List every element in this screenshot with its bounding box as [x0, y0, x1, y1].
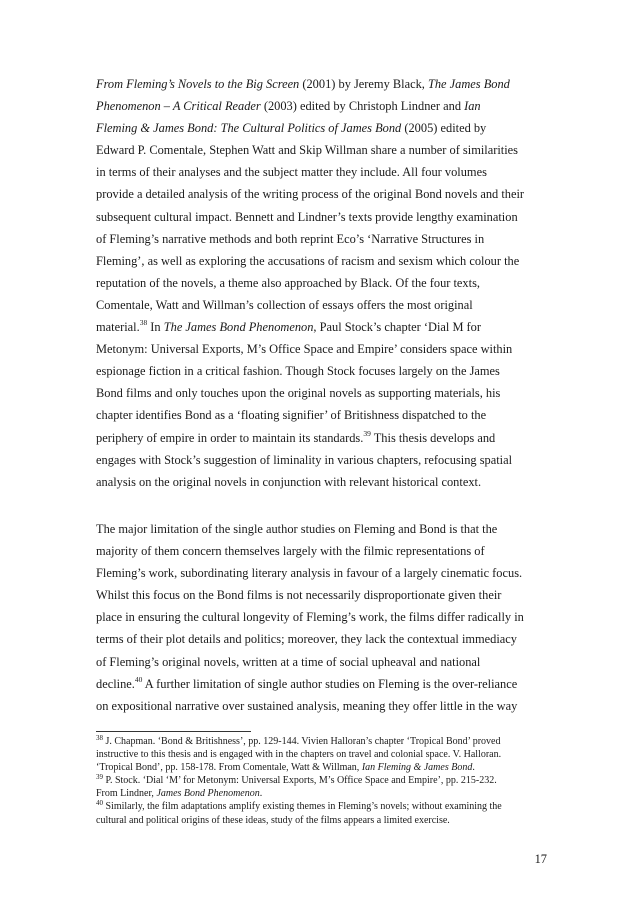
text-line: Fleming’, as well as exploring the accusations of racism and sexism which colour the — [96, 253, 520, 268]
text-line: Edward P. Comentale, Stephen Watt and Skip Willman share a number of similarities — [96, 143, 518, 158]
text-line: provide a detailed analysis of the writing process of the original Bond novels and their — [96, 187, 525, 202]
text-line: Phenomenon – A Critical Reader (2003) edited by Christoph Lindner and Ian — [96, 99, 481, 114]
footnote-number: 40 — [96, 799, 103, 808]
footnote-line: cultural and political origins of these ideas, study of the films appears a limited exercise. — [96, 814, 450, 826]
text-line: subsequent cultural impact. Bennett and Lindner’s texts provide lengthy examination — [96, 209, 518, 224]
footnote-ref-39: 39 — [363, 428, 371, 438]
text-line: reputation of the novels, a theme also approached by Black. Of the four texts, — [96, 275, 480, 290]
text-line: of Fleming’s original novels, written at a time of social upheaval and national — [96, 654, 481, 669]
text-line: of Fleming’s narrative methods and both reprint Eco’s ‘Narrative Structures in — [96, 231, 485, 246]
text-line: majority of them concern themselves largely with the filmic representations of — [96, 544, 485, 559]
text-line: material.$^{38}$ In The James Bond Phenomenon, Paul Stock’s chapter ‘Dial M for — [96, 318, 482, 335]
footnote-number: 38 — [96, 734, 103, 742]
footnote-line: instructive to this thesis and is engaged with in the chapters on travel and colonial space. V. Halloran. — [96, 749, 502, 761]
text-line: The major limitation of the single author studies on Fleming and Bond is that the — [96, 522, 498, 536]
text-line: From Fleming’s Novels to the Big Screen (2001) by Jeremy Black, The James Bond — [96, 77, 510, 91]
footnote-separator — [96, 731, 251, 732]
text-line: in terms of their analyses and the subject matter they include. All four volumes — [96, 165, 487, 180]
text-line: terms of their plot details and politics; moreover, they lack the contextual immediacy — [96, 632, 518, 647]
footnote-line: $^{38}$ J. Chapman. ‘Bond & Britishness’, pp. 129-144. Vivien Halloran’s chapter ‘Tropical Bond’ proved — [96, 734, 501, 747]
text-line: Bond films and only touches upon the original novels as supporting materials, his — [96, 386, 501, 401]
footnote-line: ‘Tropical Bond’, pp. 158-178. From Comentale, Watt & Willman, Ian Fleming & James Bond. — [96, 762, 475, 774]
footnotes — [96, 735, 548, 827]
footnote-line: $^{40}$ Similarly, the film adaptations amplify existing themes in Fleming’s novels; without examining the — [96, 799, 502, 813]
text-line: place in ensuring the cultural longevity of Fleming’s work, the films differ radically in — [96, 610, 524, 625]
text-line: decline.$^{40}$ A further limitation of single author studies on Fleming is the over-reliance — [96, 674, 518, 691]
footnote-line: From Lindner, James Bond Phenomenon. — [96, 788, 263, 800]
text-line: Comentale, Watt and Willman’s collection of essays offers the most original — [96, 297, 473, 312]
footnote-number: 39 — [96, 773, 103, 782]
footnote-ref-40: 40 — [134, 674, 143, 684]
text-line: espionage fiction in a critical fashion. Though Stock focuses largely on the James — [96, 364, 500, 379]
footnote-ref-38: 38 — [139, 318, 148, 328]
text-line: Whilst this focus on the Bond films is not necessarily disproportionate given their — [96, 588, 502, 603]
text-line: engages with Stock’s suggestion of liminality in various chapters, refocusing spatial — [96, 452, 513, 467]
body-paragraph-1 — [96, 73, 548, 493]
text-line: Metonym: Universal Exports, M’s Office Space and Empire’ considers space within — [96, 342, 513, 357]
text-line: Fleming & James Bond: The Cultural Politics of James Bond (2005) edited by — [96, 121, 487, 136]
page-number: 17 — [534, 852, 547, 866]
footnote-line: $^{39}$ P. Stock. ‘Dial ‘M’ for Metonym: Universal Exports, M’s Office Space and Empire’, pp. 215-232. — [96, 773, 497, 787]
text-line: periphery of empire in order to maintain its standards.$^{39}$ This thesis develops and — [96, 428, 496, 445]
text-line: chapter identifies Bond as a ‘floating signifier’ of Britishness dispatched to the — [96, 408, 487, 423]
text-line: Fleming’s work, subordinating literary analysis in favour of a largely cinematic focus. — [96, 566, 523, 581]
text-line: on expositional narrative over sustained analysis, meaning they offer little in the way — [96, 698, 518, 713]
body-paragraph-2 — [96, 518, 548, 717]
text-line: analysis on the original novels in conjunction with relevant historical context. — [96, 474, 482, 489]
